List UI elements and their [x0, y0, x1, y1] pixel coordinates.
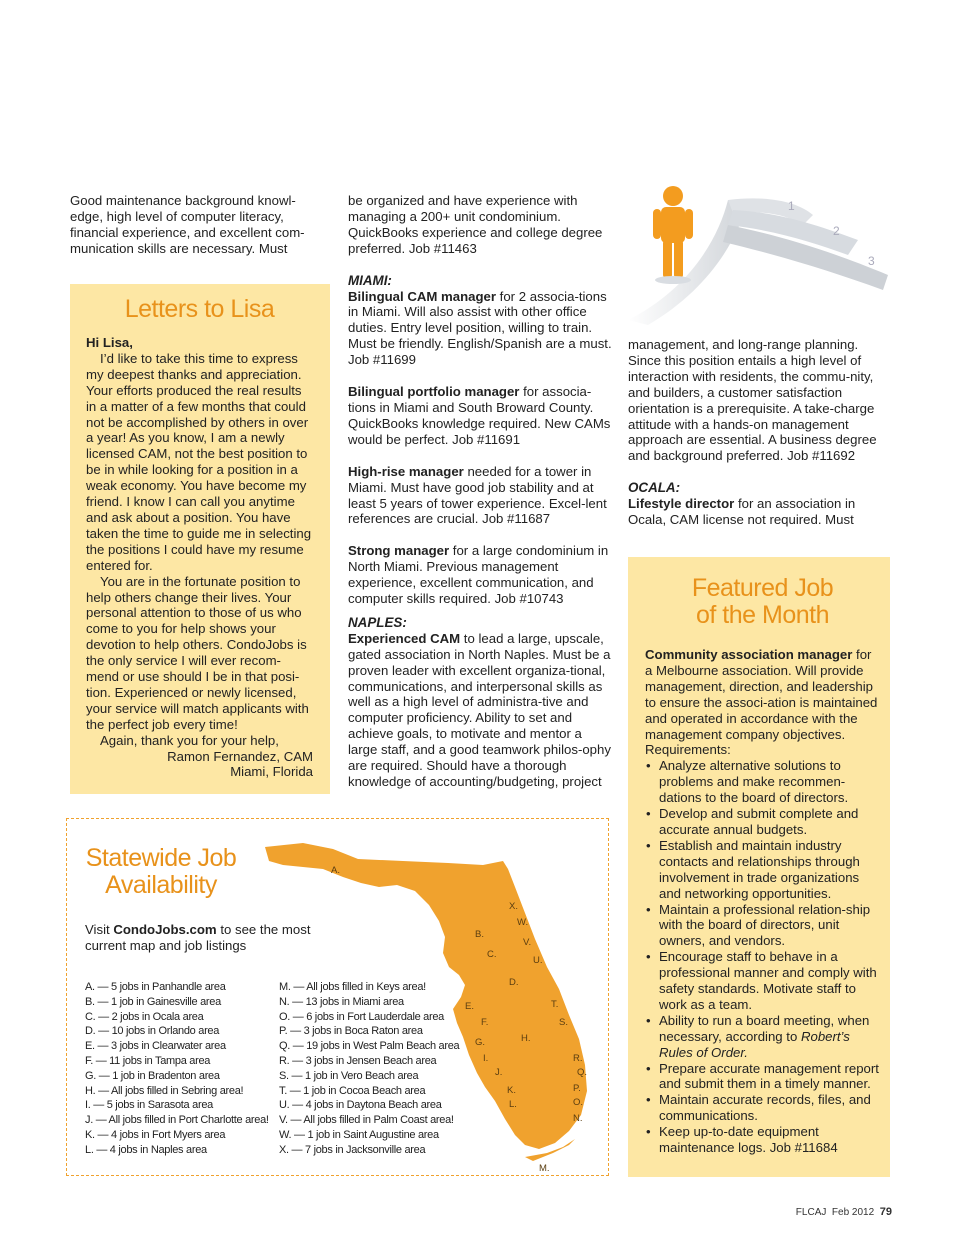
map-label: B.	[475, 929, 484, 940]
job-strong-manager	[348, 543, 612, 607]
job-high-rise-title: High-rise manager	[348, 463, 464, 479]
legend-item: Q. — 19 jobs in West Palm Beach area	[279, 1040, 460, 1053]
map-label: M.	[539, 1163, 550, 1174]
map-label: H.	[521, 1033, 531, 1044]
map-label: G.	[475, 1037, 486, 1048]
footer-issue: Feb 2012	[831, 1207, 875, 1218]
col2	[348, 193, 612, 790]
legend-item: T. — 1 job in Cocoa Beach area	[279, 1084, 426, 1097]
legend-item: D. — 10 jobs in Orlando area	[85, 1025, 220, 1038]
footer-page-number: 79	[879, 1206, 892, 1218]
statewide-map-box	[66, 818, 609, 1176]
letters-title: Letters to Lisa	[124, 295, 275, 323]
job-strong-manager-title: Strong manager	[348, 543, 450, 559]
road-number-1: 1	[788, 199, 795, 213]
featured-body	[645, 647, 880, 1156]
map-label: J.	[495, 1067, 503, 1078]
job-high-rise	[348, 464, 612, 528]
list-item: • Develop and submit complete and accurate annual budgets.	[659, 806, 880, 838]
letters-paragraph-2: You are in the fortunate position to help others change their lives. Your personal attention to those of us who come to you for help shows your devotion to help others. CondoJobs is the only service I will ever recom-mend or use should I be in that posi-tion. Experienced or newly licensed, your service will match applicants with the perfect job every time!	[86, 573, 309, 732]
footer-magazine: FLCAJ	[795, 1207, 827, 1218]
map-label: S.	[559, 1017, 568, 1028]
col3	[628, 337, 892, 528]
map-label: V.	[523, 937, 532, 948]
map-title	[83, 845, 239, 899]
legend-left	[85, 980, 269, 1158]
legend-item: N. — 13 jobs in Miami area	[279, 995, 404, 1008]
map-label: I.	[483, 1053, 489, 1064]
list-item: • Maintain accurate records, files, and communications.	[659, 1092, 880, 1124]
job-lifestyle-director	[628, 496, 892, 528]
road-number-2: 2	[833, 224, 840, 238]
legend-item: V. — All jobs filled in Palm Coast area!	[279, 1114, 454, 1127]
map-label: W.	[517, 917, 529, 928]
job-bilingual-cam-text: for 2 associa-tions in Miami. Will also assist with other office duties. Entry level position, willing to train. Must be friendly. English/Spanish are a must. Job #11699	[348, 288, 612, 368]
florida-map	[263, 839, 599, 1175]
legend-item: S. — 1 job in Vero Beach area	[279, 1069, 419, 1082]
letters-to-lisa-box	[70, 284, 330, 794]
job-bilingual-portfolio	[348, 384, 612, 448]
map-label: L.	[509, 1099, 517, 1110]
miami-heading: MIAMI:	[348, 272, 392, 288]
map-label: T.	[551, 999, 559, 1010]
ocala-heading: OCALA:	[628, 480, 681, 496]
bullet-board-meeting: Ability to run a board meeting, when necessary, according to	[659, 1012, 870, 1044]
map-label: R.	[573, 1053, 583, 1064]
legend-item: O. — 6 jobs in Fort Lauderdale area	[279, 1010, 444, 1023]
col2-intro: be organized and have experience with managing a 200+ unit condominium. QuickBooks experience and college degree preferred. Job #11463	[348, 193, 603, 256]
letters-body	[86, 335, 313, 780]
legend-item: M. — All jobs filled in Keys area!	[279, 981, 426, 993]
legend-item: B. — 1 job in Gainesville area	[85, 995, 221, 1008]
roberts-rules: Robert’s Rules of Order.	[659, 1028, 850, 1060]
page-footer	[796, 1206, 892, 1218]
list-item: • Keep up-to-date equipment maintenance logs. Job #11684	[659, 1124, 880, 1156]
legend-item: I. — 5 jobs in Sarasota area	[85, 1099, 213, 1112]
job-bilingual-cam-title: Bilingual CAM manager	[348, 288, 497, 304]
job-high-rise-text: needed for a tower in Miami. Must have good job stability and at least 5 years of tower experience. Excel-lent references are crucial. Job #11687	[348, 463, 607, 527]
list-item: • Encourage staff to behave in a professional manner and comply with safety standards. Motivate staff to work as a team.	[659, 949, 880, 1013]
legend-item: R. — 3 jobs in Jensen Beach area	[279, 1054, 437, 1067]
list-item: • Prepare accurate management report and submit them in a timely manner.	[659, 1061, 880, 1093]
map-label: A.	[331, 865, 340, 876]
map-label: P.	[573, 1083, 581, 1094]
legend-item: E. — 3 jobs in Clearwater area	[85, 1040, 226, 1053]
map-title-line1: Statewide Job	[85, 844, 237, 872]
list-item: • Maintain a professional relation-ship with the board of directors, unit owners, and vendors.	[659, 902, 880, 950]
legend-item: P. — 3 jobs in Boca Raton area	[279, 1025, 423, 1038]
col1-intro-text: Good maintenance background knowl-edge, high level of computer literacy, financial experience, and excellent com-munication skills are necessary. Must	[70, 193, 305, 256]
map-title-line2: Availability	[105, 871, 217, 899]
map-label: N.	[573, 1113, 583, 1124]
job-lifestyle-director-text: for an association in Ocala, CAM license not required. Must	[628, 496, 856, 528]
map-label: Q.	[577, 1067, 588, 1078]
col1-intro	[70, 193, 328, 257]
condojobs-link[interactable]: CondoJobs.com	[113, 922, 217, 937]
map-label: E.	[465, 1001, 474, 1012]
map-label: X.	[509, 901, 518, 912]
list-item: • Establish and maintain industry contacts and relationships through involvement in trade organizations and networking opportunities.	[659, 838, 880, 902]
job-experienced-cam-text: to lead a large, upscale, gated association in North Naples. Must be a proven leader with excellent organiza-tional, communications, and interpersonal skills as well as a high level of administra-tive and computer proficiency. Ability to set and achieve goals, to motivate and mentor a large staff, and a good teamwork philos-ophy are required. Should have a thorough knowledge of accounting/budgeting, project	[348, 630, 611, 789]
crossroads-illustration	[628, 180, 890, 330]
road-number-3: 3	[868, 254, 875, 268]
list-item	[659, 1013, 880, 1061]
col3-continuation: management, and long-range planning. Since this position entails a high level of interaction with residents, the commu-nity, and builders, a customer satisfaction orientation is a prerequisite. A take-charge attitude with a hands-on management approach are essential. A business degree and background preferred. Job #11692	[628, 337, 877, 464]
job-experienced-cam-title: Experienced CAM	[348, 630, 461, 646]
job-bilingual-portfolio-text: for associa-tions in Miami and South Broward County. QuickBooks knowledge required. New CAMs would be perfect. Job #11691	[348, 384, 611, 447]
featured-intro: for a Melbourne association. Will provide management, direction, and leadership to ensure the associ-ation is maintained and operated in accordance with the management company objectives. Requirements:	[645, 647, 878, 758]
map-label: U.	[533, 955, 543, 966]
job-strong-manager-text: for a large condominium in North Miami. Previous management experience, excellent communication, and computer skills required. Job #10743	[348, 543, 609, 607]
visit-post: to see the most current map and job listings	[85, 922, 311, 953]
featured-title-line2: of the Month	[696, 601, 829, 629]
job-bilingual-portfolio-title: Bilingual portfolio manager	[348, 384, 520, 400]
legend-item: G. — 1 job in Bradenton area	[85, 1069, 220, 1082]
list-item: • Analyze alternative solutions to problems and make recommen-dations to the board of directors.	[659, 758, 880, 806]
letters-signature-name: Ramon Fernandez, CAM	[167, 748, 313, 764]
person-figure	[653, 186, 693, 278]
featured-requirements-list	[645, 758, 880, 1156]
legend-item: U. — 4 jobs in Daytona Beach area	[279, 1099, 442, 1112]
legend-item: J. — All jobs filled in Port Charlotte area!	[85, 1114, 269, 1127]
legend-item: A. — 5 jobs in Panhandle area	[85, 981, 226, 993]
legend-item: K. — 4 jobs in Fort Myers area	[85, 1128, 226, 1141]
visit-pre: Visit	[85, 922, 114, 937]
job-lifestyle-director-title: Lifestyle director	[628, 496, 735, 512]
map-label: K.	[507, 1085, 516, 1096]
letters-signature-place: Miami, Florida	[230, 764, 313, 780]
letters-paragraph-1: I’d like to take this time to express my deepest thanks and appreciation. Your efforts produced the real results in a matter of a few months that could not be accomplished by others in over a year! As you know, I am a newly licensed CAM, not the best position to be in while looking for a position in a weak economy. You have become my friend. I know I can call you anytime and ask about a position. You have taken the time to guide me in selecting the positions I could have my resume entered for.	[86, 350, 312, 573]
legend-item: F. — 11 jobs in Tampa area	[85, 1054, 211, 1067]
featured-job-title: Community association manager	[645, 647, 853, 662]
naples-heading: NAPLES:	[348, 614, 407, 630]
map-label: C.	[487, 949, 497, 960]
legend-item: H. — All jobs filled in Sebring area!	[85, 1084, 244, 1097]
job-bilingual-cam	[348, 289, 612, 369]
legend-item: L. — 4 jobs in Naples area	[85, 1143, 207, 1156]
florida-shape	[265, 843, 587, 1149]
letters-paragraph-3: Again, thank you for your help,	[100, 732, 279, 748]
legend-item: C. — 2 jobs in Ocala area	[85, 1010, 204, 1023]
job-experienced-cam	[348, 631, 612, 790]
legend-item: W. — 1 job in Saint Augustine area	[279, 1128, 439, 1141]
map-label: O.	[573, 1097, 584, 1108]
featured-title-line1: Featured Job	[691, 574, 834, 602]
letters-greeting: Hi Lisa,	[86, 335, 133, 350]
featured-job-box	[628, 557, 890, 1177]
map-label: F.	[481, 1017, 489, 1028]
legend-item: X. — 7 jobs in Jacksonville area	[279, 1143, 426, 1156]
map-label: D.	[509, 977, 519, 988]
